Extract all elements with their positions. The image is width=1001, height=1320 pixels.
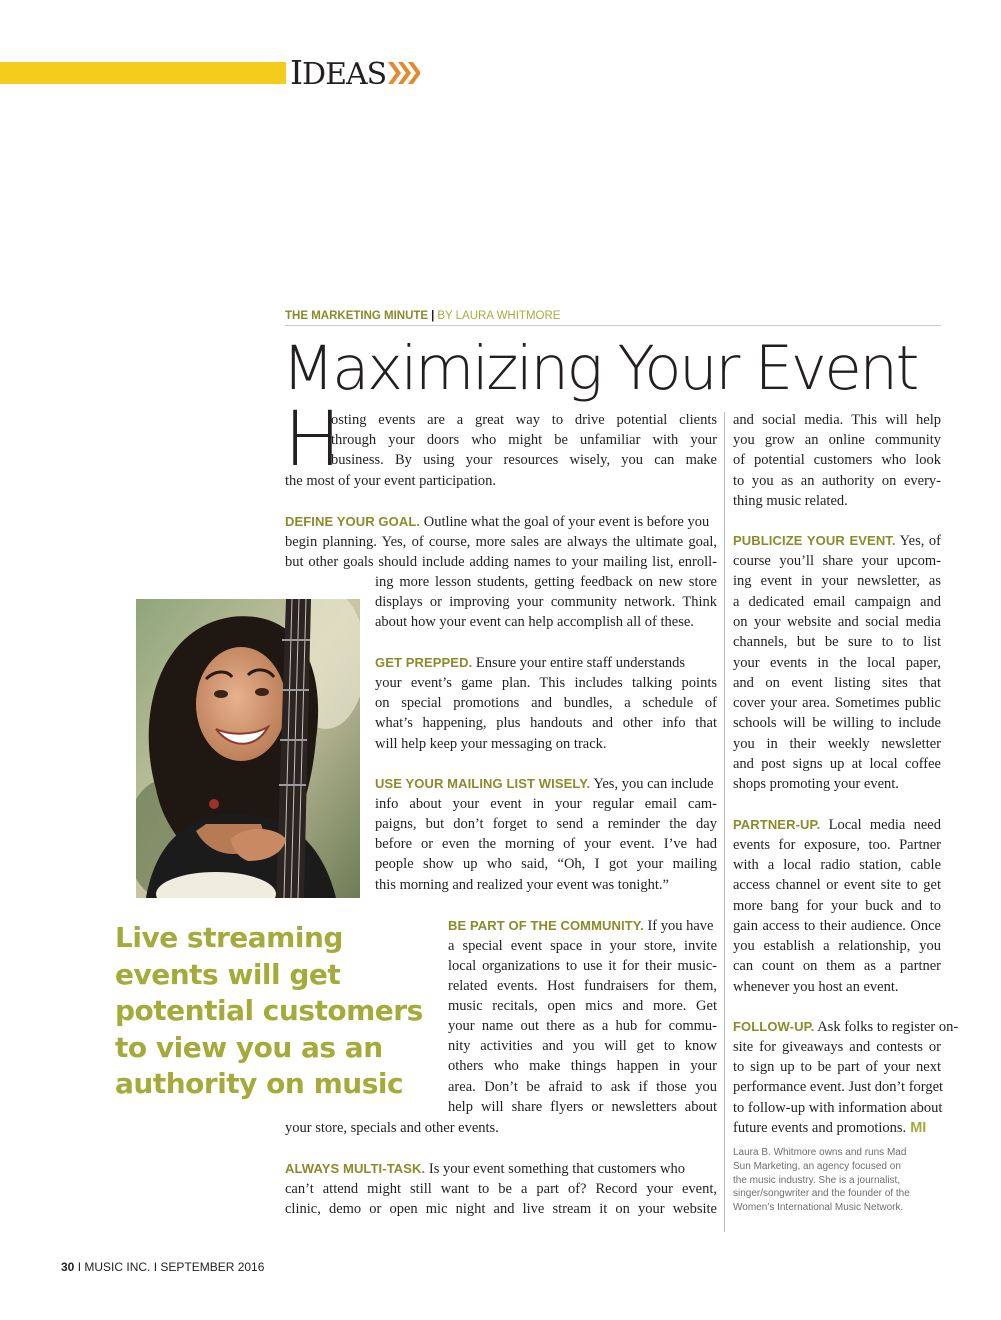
paragraph-community-line: BE PART OF THE COMMUNITY. If you have [448,918,714,934]
intro-line: through your doors who might be unfamiliar with your [331,432,717,448]
double-chevron-right-icon [386,58,420,88]
paragraph-multitask-line: ALWAYS MULTI-TASK. Is your event something that customers who [285,1161,685,1177]
paragraph-define-goal-line: begin planning. Yes, of course, more sales are always the ultimate goal, [285,534,717,550]
author-photo [136,599,360,898]
column-divider [724,412,725,1232]
paragraph-define-goal-line: but other goals should include adding names to your mailing list, enroll- [285,554,717,570]
intro-line: business. By using your resources wisely, you can make [331,452,717,468]
subhead-publicize: PUBLICIZE YOUR EVENT. [733,533,896,548]
kicker-separator: | [431,310,435,322]
section-label [290,53,386,95]
bio-line: Sun Marketing, an agency focused on [733,1160,901,1172]
paragraph-mailing-list-line: USE YOUR MAILING LIST WISELY. Yes, you can include [375,776,714,792]
section-color-band [0,62,286,84]
paragraph-continuation-line: thing music related. [733,493,848,509]
paragraph-define-goal-line: displays or improving your community network. Think [375,594,717,610]
paragraph-mailing-list-line: this morning and realized your event was tonight.” [375,877,669,893]
paragraph-mailing-list-line: people show up who said, “Oh, I got your mailing [375,856,717,872]
paragraph-partner-line: PARTNER-UP. Local media need [733,817,941,833]
subhead-followup: FOLLOW-UP. [733,1019,815,1034]
paragraph-followup-line: performance event. Just don’t forget [733,1079,944,1095]
column-name: THE MARKETING MINUTE [285,310,429,322]
subhead-community: BE PART OF THE COMMUNITY. [448,918,644,933]
paragraph-community-line: music recitals, open mics and more. Get [448,998,717,1014]
pull-quote-line: potential customers [115,994,423,1027]
paragraph-partner-line: you establish a relationship, you [733,938,941,954]
paragraph-followup-line: site for giveaways and contests or [733,1039,941,1055]
paragraph-publicize-line: schools will be willing to include [733,715,941,731]
paragraph-community-line: area. Don’t be afraid to ask if those you [448,1079,717,1095]
paragraph-followup-line: FOLLOW-UP. Ask folks to register on- [733,1019,959,1035]
intro-line: the most of your event participation. [285,473,497,489]
subhead-get-prepped: GET PREPPED. [375,655,473,670]
paragraph-publicize-line: course you’ll share your upcom- [733,553,941,569]
paragraph-continuation-line: and social media. This will help [733,412,941,428]
paragraph-publicize-line: and on event listing sites that [733,675,941,691]
paragraph-define-goal-line: about how your event can help accomplish all of these. [375,614,694,630]
paragraph-publicize-line: channels, but be sure to to list [733,634,941,650]
paragraph-partner-line: access channel or event site to get [733,877,941,893]
paragraph-community-line: local organizations to use it for their music- [448,958,717,974]
pull-quote-line: authority on music [115,1067,404,1100]
paragraph-followup-line: to follow-up with information about [733,1100,943,1116]
paragraph-followup-line: to sign up to be part of your next [733,1059,941,1075]
paragraph-publicize-line: PUBLICIZE YOUR EVENT. Yes, of [733,533,941,549]
subhead-define-goal: DEFINE YOUR GOAL. [285,514,421,529]
paragraph-publicize-line: cover your area. Sometimes public [733,695,941,711]
paragraph-community-line: others who make things happen in your [448,1058,717,1074]
paragraph-mailing-list-line: info about your event in your regular email cam- [375,796,717,812]
paragraph-publicize-line: your events in the local paper, [733,655,941,671]
paragraph-partner-line: can count on them as a partner [733,958,941,974]
paragraph-define-goal-line: ing more lesson students, getting feedback on new store [375,574,717,590]
bio-line: the music industry. She is a journalist, [733,1174,901,1186]
page-number: 30 [61,1260,75,1274]
paragraph-community-line: help will share flyers or newsletters about [448,1099,717,1115]
bio-line: Women’s International Music Network. [733,1202,904,1214]
subhead-mailing-list: USE YOUR MAILING LIST WISELY. [375,776,591,791]
paragraph-partner-line: events for exposure, too. Partner [733,837,941,853]
paragraph-community-line: your store, specials and other events. [285,1120,499,1136]
paragraph-partner-line: gain access to their audience. Once [733,918,941,934]
pull-quote-line: to view you as an [115,1030,383,1064]
pull-quote-line: events will get [115,957,341,991]
byline: BY LAURA WHITMORE [437,310,561,322]
page-footer [61,1260,264,1274]
paragraph-get-prepped-line: on special promotions and bundles, a schedule of [375,695,717,711]
paragraph-followup-line: future events and promotions. MI [733,1120,927,1136]
paragraph-get-prepped-line: will help keep your messaging on track. [375,736,607,752]
paragraph-partner-line: whenever you host an event. [733,979,899,995]
paragraph-publicize-line: on your website and social media [733,614,941,630]
section-label-initial: I [290,53,303,92]
paragraph-publicize-line: and post signs up at local coffee [733,756,941,772]
article-kicker [285,310,941,326]
footer-publication: I MUSIC INC. I SEPTEMBER 2016 [74,1260,265,1274]
author-bio [733,1146,943,1215]
paragraph-define-goal-line: DEFINE YOUR GOAL. Outline what the goal of your event is before you [285,514,710,530]
subhead-partner: PARTNER-UP. [733,817,821,832]
subhead-multitask: ALWAYS MULTI-TASK. [285,1161,426,1176]
pull-quote [115,920,437,1103]
paragraph-partner-line: with a local radio station, cable [733,857,941,873]
paragraph-partner-line: more bang for your buck and to [733,898,941,914]
paragraph-publicize-line: a dedicated email campaign and [733,594,941,610]
paragraph-get-prepped-line: GET PREPPED. Ensure your entire staff understands [375,655,686,671]
bio-line: singer/songwriter and the founder of the [733,1188,910,1200]
paragraph-community-line: nity activities and you will get to know [448,1038,717,1054]
paragraph-continuation-line: of potential customers who look [733,452,941,468]
paragraph-continuation-line: you grow an online community [733,432,941,448]
paragraph-publicize-line: you in their weekly newsletter [733,736,941,752]
paragraph-community-line: a special event space in your store, invite [448,938,717,954]
paragraph-multitask-line: clinic, demo or open mic night and live stream it on your website [285,1201,717,1217]
end-mark: MI [906,1120,927,1136]
paragraph-continuation-line: to you as an authority on every- [733,473,941,489]
paragraph-community-line: related events. Host fundraisers for them, [448,978,717,994]
paragraph-get-prepped-line: your event’s game plan. This includes talking points [375,675,717,691]
paragraph-mailing-list-line: paigns, but don’t forget to send a reminder the day [375,816,717,832]
bio-line: Laura B. Whitmore owns and runs Mad [733,1147,907,1158]
paragraph-publicize-line: shops promoting your event. [733,776,899,792]
paragraph-mailing-list-line: before or even the morning of your event. I’ve had [375,836,717,852]
chevron-right-icon [388,62,401,84]
paragraph-multitask-line: can’t attend might still want to be a part of? Record your event, [285,1181,717,1197]
paragraph-community-line: your name out there as a hub for commu- [448,1018,717,1034]
paragraph-publicize-line: ing event in your newsletter, as [733,573,941,589]
article-title: Maximizing Your Event [282,333,917,404]
section-label-rest: DEAS [302,57,387,92]
intro-line: osting events are a great way to drive potential clients [331,412,717,428]
paragraph-get-prepped-line: what’s happening, plus handouts and other info that [375,715,717,731]
drop-cap: H [284,394,342,483]
pull-quote-line: Live streaming [115,921,343,954]
